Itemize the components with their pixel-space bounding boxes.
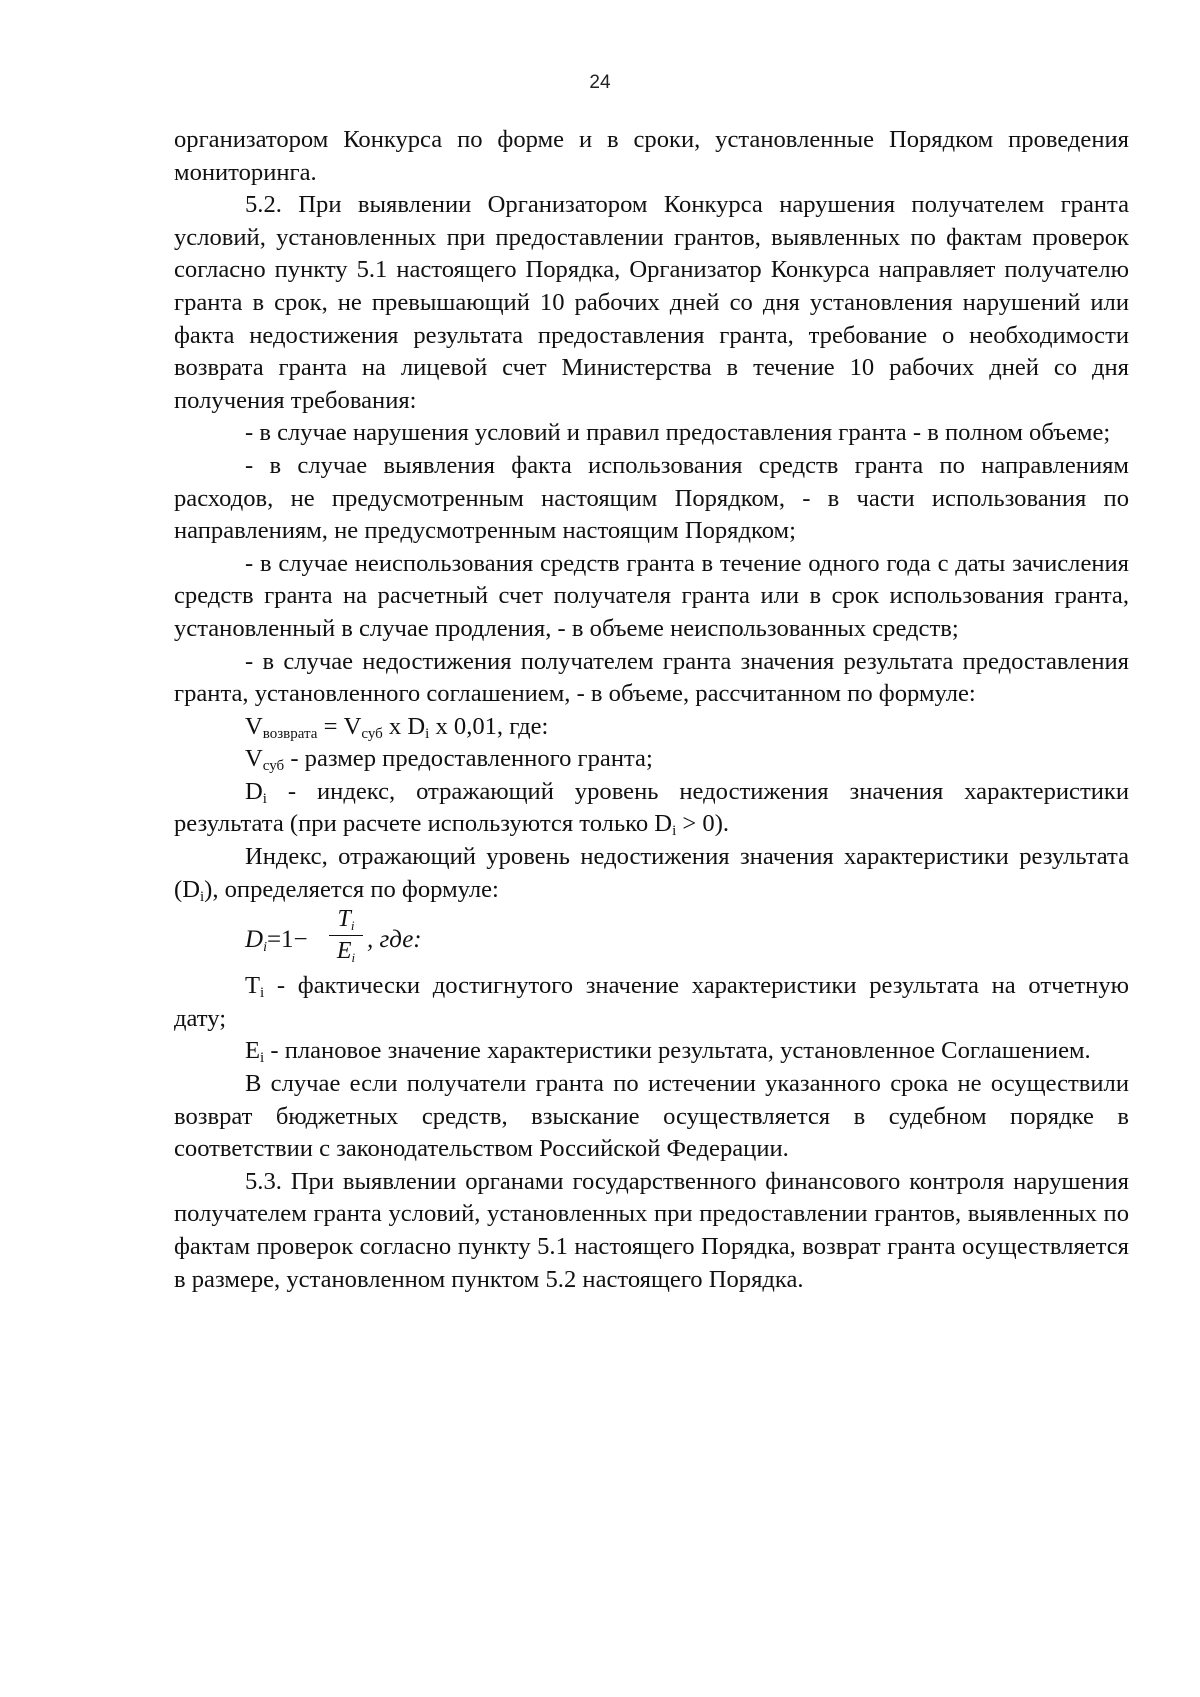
list-item-unused: - в случае неиспользования средств гранта в течение одного года с даты зачисления средств гранта на расчетный счет получателя гранта или в срок использования гранта, установленный в случае продления, - в объеме неиспользованных средств; (174, 549, 1129, 642)
formula-index-fraction (329, 906, 363, 965)
fraction-bar (329, 935, 363, 936)
list-item-violation: - в случае нарушения условий и правил предоставления гранта - в полном объеме; (245, 419, 1111, 447)
fraction-denominator: $E_i$ (336, 938, 356, 966)
fraction-numerator: $T_i$ (337, 906, 355, 934)
paragraph-5-3: 5.3. При выявлении органами государственного финансового контроля нарушения получателем гранта условий, установленных при предоставлении грантов, выявленных по фактам проверок согласно пункту 5.1 настоящего Порядка, возврат гранта осуществляется в размере, установленном пунктом 5.2 настоящего Порядка. (174, 1167, 1129, 1293)
formula-index-tail: , где: (367, 926, 422, 954)
paragraph-continuation: организатором Конкурса по форме и в сроки, установленные Порядком проведения мониторинга. (174, 126, 1129, 186)
formula-return-amount: $V_{возврата} = V_{суб}$ х $D_i$ х 0,01, где: (245, 712, 549, 742)
list-item-misuse: - в случае выявления факта использования средств гранта по направлениям расходов, не предусмотренным настоящим Порядком, - в части использования по направлениям, не предусмотренным настоящим Порядком; (174, 451, 1129, 545)
formula-index-lhs: $D_i=1-$ (245, 926, 308, 956)
definition-ei: $E_i$ - плановое значение характеристики результата, установленное Соглашением. (245, 1037, 1091, 1067)
document-body (174, 124, 1136, 1296)
paragraph-index-intro: Индекс, отражающий уровень недостижения значения характеристики результата $(D_i)$, определяется по формуле: (174, 843, 1129, 905)
definition-vsub: $V_{суб}$ - размер предоставленного гранта; (245, 745, 653, 775)
formula-index (245, 906, 1129, 970)
page-number: 24 (589, 72, 611, 93)
definition-di: $D_i$ - индекс, отражающий уровень недостижения значения характеристики результата (при расчете используются только $D_i > 0$). (174, 777, 1136, 840)
paragraph-court-recovery: В случае если получатели гранта по истечении указанного срока не осуществили возврат бюджетных средств, взыскание осуществляется в судебном порядке в соответствии с законодательством Российской Федерации. (174, 1070, 1129, 1163)
paragraph-5-2: 5.2. При выявлении Организатором Конкурса нарушения получателем гранта условий, установленных при предоставлении грантов, выявленных по фактам проверок согласно пункту 5.1 настоящего Порядка, Организатор Конкурса направляет получателю гранта в срок, не превышающий 10 рабочих дней со дня установления нарушений или факта недостижения результата предоставления гранта, требование о необходимости возврата гранта на лицевой счет Министерства в течение 10 рабочих дней со дня получения требования: (174, 191, 1129, 414)
definition-ti: $T_i$ - фактически достигнутого значение характеристики результата на отчетную дату; (174, 972, 1136, 1032)
list-item-underachievement: - в случае недостижения получателем гранта значения результата предоставления гранта, установленного соглашением, - в объеме, рассчитанном по формуле: (174, 647, 1129, 708)
